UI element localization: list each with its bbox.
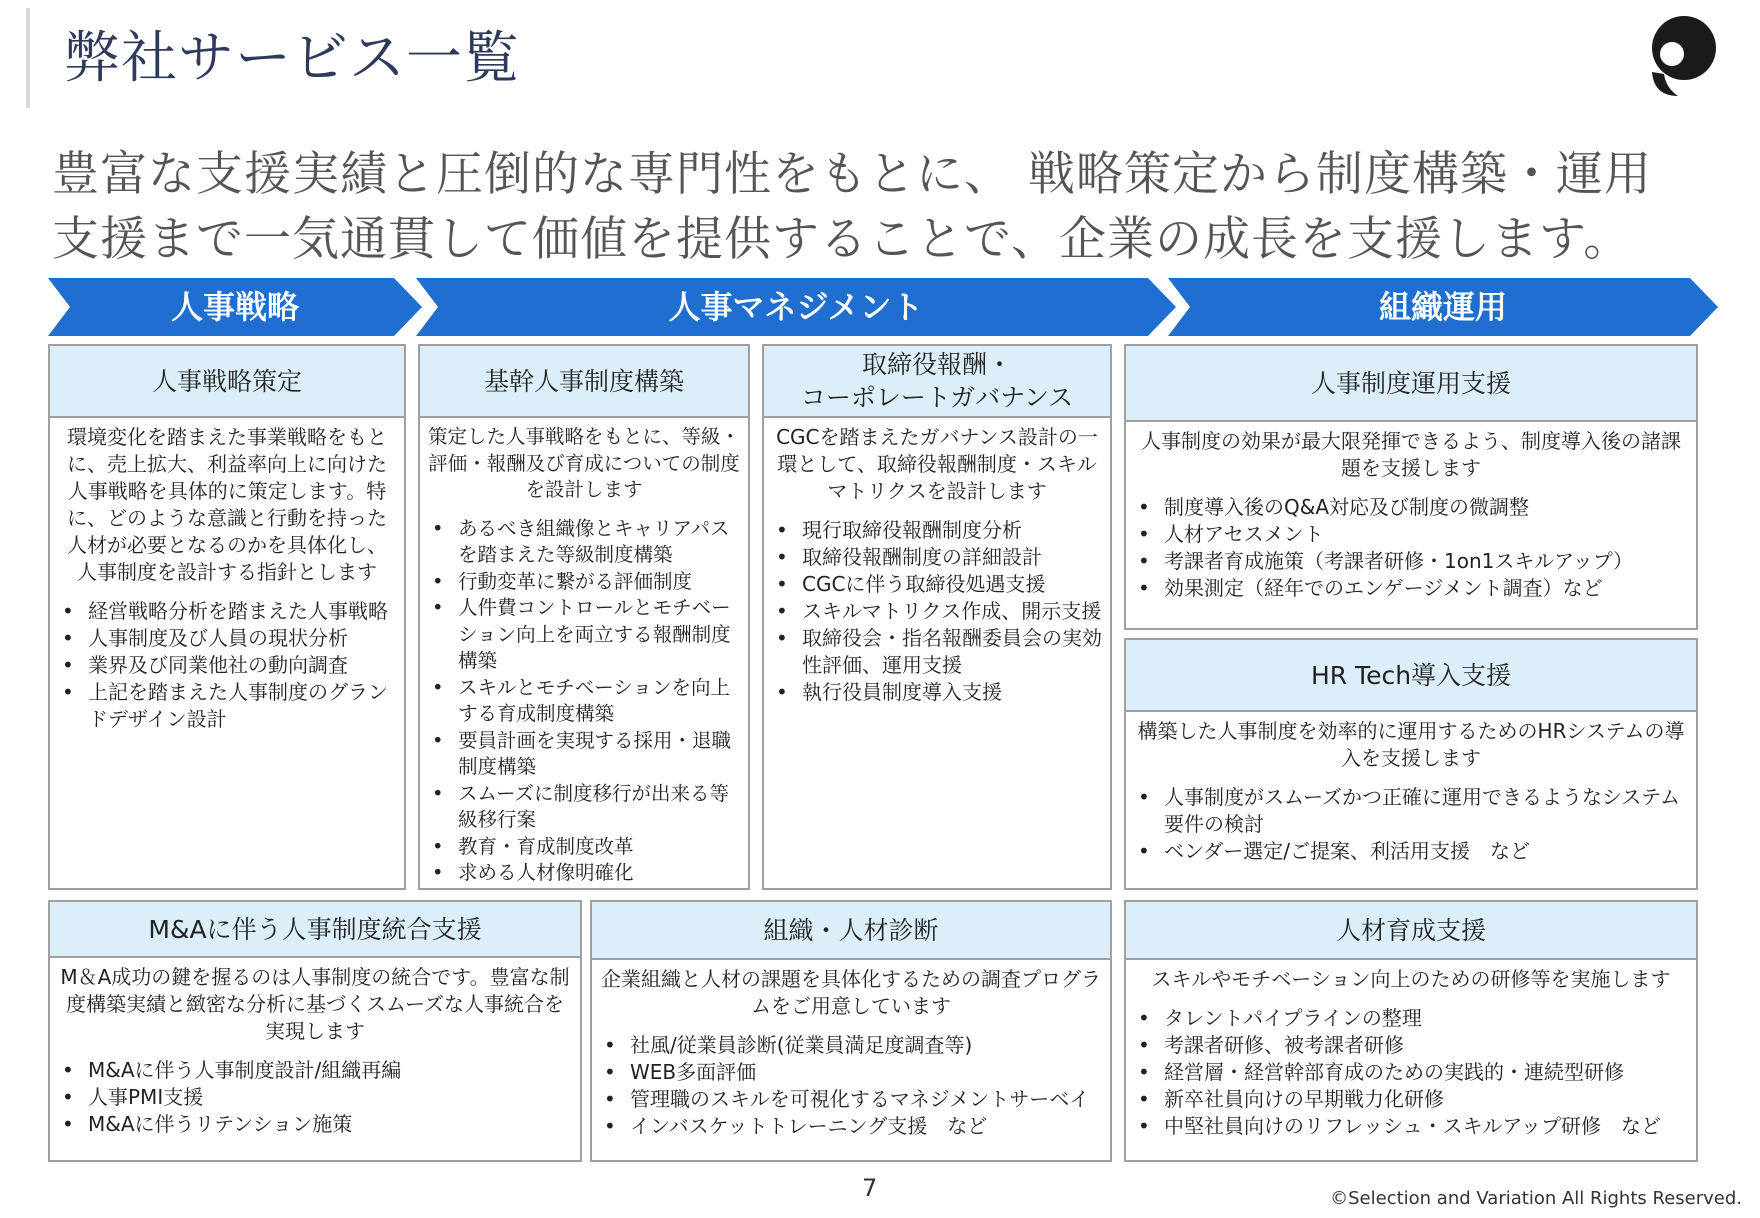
- list-item: • 制度導入後のQ&A対応及び制度の微調整: [1134, 494, 1688, 521]
- list-item: • WEB多面評価: [600, 1059, 1102, 1086]
- list-item: • 効果測定（経年でのエンゲージメント調査）など: [1134, 575, 1688, 602]
- phase-label: 人事戦略: [170, 288, 299, 326]
- page-number: 7: [862, 1174, 878, 1202]
- list-item: • M&Aに伴うリテンション施策: [58, 1111, 572, 1138]
- service-diagnosis: [590, 900, 1112, 1162]
- list-item: • スキルとモチベーションを向上する育成制度構築: [428, 675, 740, 728]
- bullet-list: [772, 517, 1102, 706]
- list-item: • 社風/従業員診断(従業員満足度調査等): [600, 1032, 1102, 1059]
- bullet-list: [58, 598, 396, 733]
- list-item: • 現行取締役報酬制度分析: [772, 517, 1102, 544]
- lead-line-1: 豊富な支援実績と圧倒的な専門性をもとに、 戦略策定から制度構築・運用: [52, 147, 1652, 202]
- list-item: • 人件費コントロールとモチベーション向上を両立する報酬制度構築: [428, 595, 740, 675]
- phase-label: 組織運用: [1378, 288, 1507, 326]
- list-item: • 執行役員制度導入支援: [772, 679, 1102, 706]
- list-item: • 人材アセスメント: [1134, 521, 1688, 548]
- list-item: • 人事制度及び人員の現状分析: [58, 625, 396, 652]
- box-description: CGCを踏まえたガバナンス設計の一環として、取締役報酬制度・スキルマトリクスを設計します: [776, 425, 1098, 503]
- service-mna: [48, 900, 582, 1162]
- list-item: • 取締役報酬制度の詳細設計: [772, 544, 1102, 571]
- service-development: [1124, 900, 1698, 1162]
- box-description: 企業組織と人材の課題を具体化するための調査プログラムをご用意しています: [601, 967, 1101, 1018]
- copyright-notice: ©Selection and Variation All Rights Reserved.: [1330, 1188, 1742, 1209]
- list-item: • 経営層・経営幹部育成のための実践的・連続型研修: [1134, 1059, 1688, 1086]
- list-item: • 考課者研修、被考課者研修: [1134, 1032, 1688, 1059]
- list-item: • 人事制度がスムーズかつ正確に運用できるようなシステム要件の検討: [1134, 784, 1688, 838]
- box-description: 人事制度の効果が最大限発揮できるよう、制度導入後の諸課題を支援します: [1141, 429, 1681, 480]
- box-title: 基幹人事制度構築: [420, 346, 748, 418]
- box-description: 策定した人事戦略をもとに、等級・評価・報酬及び育成についての制度を設計します: [428, 425, 741, 501]
- list-item: • 人事PMI支援: [58, 1084, 572, 1111]
- brand-logo-icon: [1644, 12, 1718, 98]
- bullet-list: [58, 1057, 572, 1138]
- page-title: 弊社サービス一覧: [64, 26, 520, 91]
- list-item: • 教育・育成制度改革: [428, 834, 740, 861]
- list-item: • 求める人材像明確化: [428, 860, 740, 887]
- bullet-list: [600, 1032, 1102, 1140]
- list-item: • 考課者育成施策（考課者研修・1on1スキルアップ）: [1134, 548, 1688, 575]
- box-title: [764, 346, 1110, 418]
- list-item: • スムーズに制度移行が出来る等級移行案: [428, 781, 740, 834]
- box-title-line: 取締役報酬・: [861, 350, 1012, 379]
- box-title: 人事戦略策定: [50, 346, 404, 418]
- phase-arrows: [48, 278, 1718, 338]
- box-body: [592, 960, 1110, 1146]
- box-title-line: コーポレートガバナンス: [800, 383, 1074, 412]
- lead-line-2: 支援まで一気通貫して価値を提供することで、企業の成長を支援します。: [52, 212, 1632, 267]
- bullet-list: [1134, 1005, 1688, 1140]
- list-item: • CGCに伴う取締役処遇支援: [772, 571, 1102, 598]
- list-item: • 取締役会・指名報酬委員会の実効性評価、運用支援: [772, 625, 1102, 679]
- service-governance: [762, 344, 1112, 890]
- list-item: • 行動変革に繋がる評価制度: [428, 569, 740, 596]
- list-item: • 上記を踏まえた人事制度のグランドデザイン設計: [58, 679, 396, 733]
- list-item: • スキルマトリクス作成、開示支援: [772, 598, 1102, 625]
- bullet-list: [428, 516, 740, 887]
- list-item: • 要員計画を実現する採用・退職制度構築: [428, 728, 740, 781]
- box-description: 構築した人事制度を効率的に運用するためのHRシステムの導入を支援します: [1137, 719, 1685, 770]
- box-body: [50, 418, 404, 739]
- box-body: [1126, 712, 1696, 871]
- box-title: 人事制度運用支援: [1126, 346, 1696, 422]
- phase-hr-strategy: [48, 278, 422, 336]
- service-operation: [1124, 344, 1698, 630]
- box-title: 人材育成支援: [1126, 902, 1696, 960]
- service-core-system: [418, 344, 750, 890]
- phase-hr-management: [416, 278, 1176, 336]
- service-hrtech: [1124, 638, 1698, 890]
- list-item: • M&Aに伴う人事制度設計/組織再編: [58, 1057, 572, 1084]
- box-body: [420, 418, 748, 893]
- box-body: [50, 958, 580, 1144]
- box-body: [1126, 960, 1696, 1146]
- list-item: • 経営戦略分析を踏まえた人事戦略: [58, 598, 396, 625]
- box-description: 環境変化を踏まえた事業戦略をもとに、売上拡大、利益率向上に向けた人事戦略を具体的に策定します。特に、どのような意識と行動を持った人材が必要となるのかを具体化し、人事制度を設計する指針とします: [67, 425, 387, 584]
- list-item: • タレントパイプラインの整理: [1134, 1005, 1688, 1032]
- box-title: 組織・人材診断: [592, 902, 1110, 960]
- box-title: HR Tech導入支援: [1126, 640, 1696, 712]
- list-item: • あるべき組織像とキャリアパスを踏まえた等級制度構築: [428, 516, 740, 569]
- title-accent-bar: [26, 8, 30, 108]
- list-item: • 管理職のスキルを可視化するマネジメントサーベイ: [600, 1086, 1102, 1113]
- list-item: • 中堅社員向けのリフレッシュ・スキルアップ研修 など: [1134, 1113, 1688, 1140]
- list-item: • 新卒社員向けの早期戦力化研修: [1134, 1086, 1688, 1113]
- box-title: M&Aに伴う人事制度統合支援: [50, 902, 580, 958]
- bullet-list: [1134, 494, 1688, 602]
- phase-label: 人事マネジメント: [668, 288, 924, 326]
- service-hr-strategy: [48, 344, 406, 890]
- phase-org-operation: [1168, 278, 1718, 336]
- lead-text: [52, 142, 1732, 272]
- list-item: • 業界及び同業他社の動向調査: [58, 652, 396, 679]
- list-item: • ベンダー選定/ご提案、利活用支援 など: [1134, 838, 1688, 865]
- box-body: [764, 418, 1110, 712]
- box-description: M＆A成功の鍵を握るのは人事制度の統合です。豊富な制度構築実績と緻密な分析に基づくスムーズな人事統合を実現します: [60, 965, 570, 1043]
- bullet-list: [1134, 784, 1688, 865]
- list-item: • インバスケットトレーニング支援 など: [600, 1113, 1102, 1140]
- box-description: スキルやモチベーション向上のための研修等を実施します: [1151, 967, 1671, 991]
- box-body: [1126, 422, 1696, 608]
